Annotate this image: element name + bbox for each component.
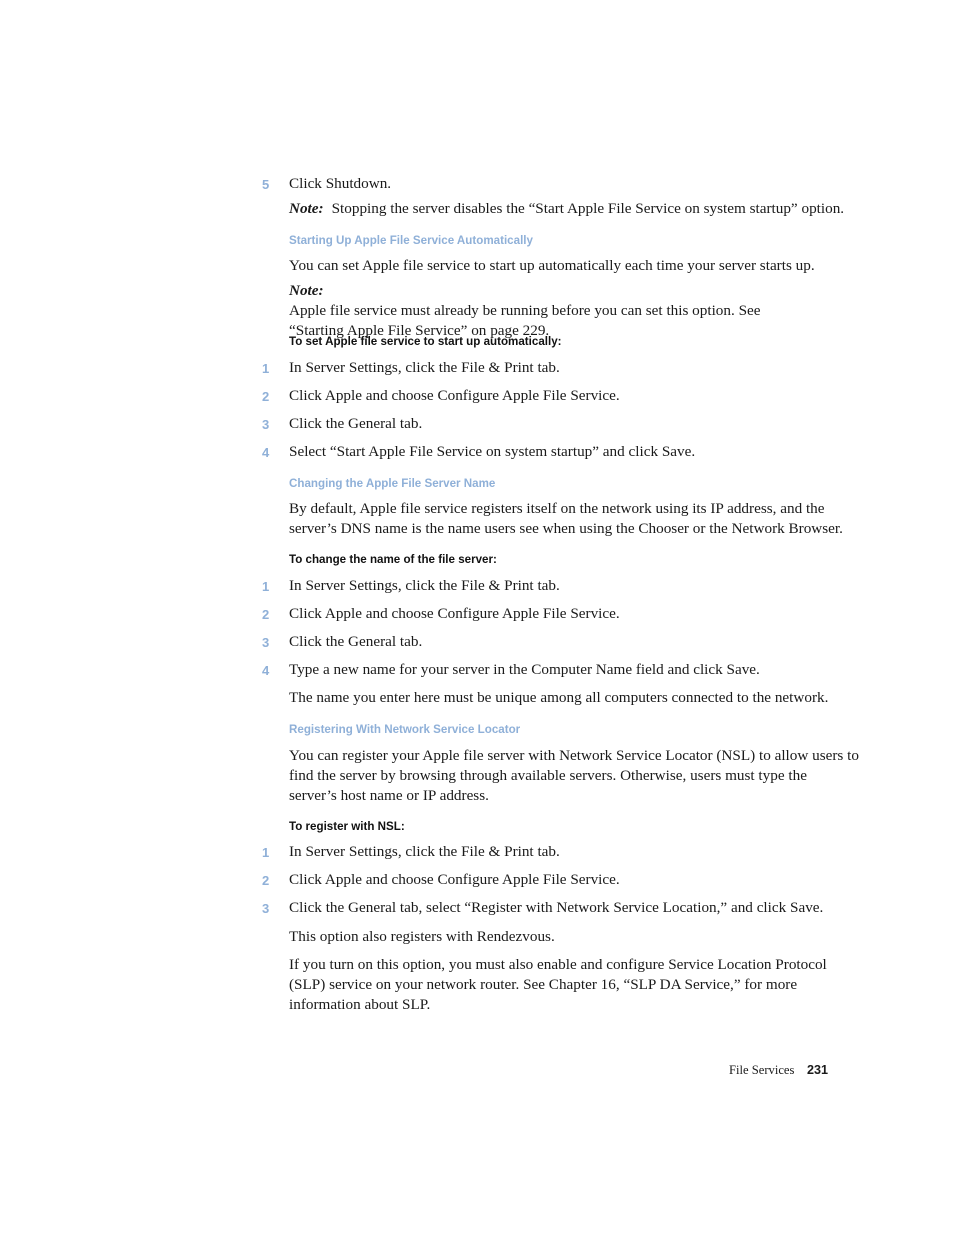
paragraph-line: information about SLP.: [289, 996, 431, 1013]
step-text: Click Apple and choose Configure Apple File Service.: [289, 605, 620, 622]
step-text: Click Shutdown.: [289, 175, 392, 192]
step-text: Click Apple and choose Configure Apple File Service.: [289, 871, 620, 888]
paragraph: This option also registers with Rendezvous.: [289, 928, 555, 945]
step-number: 2: [262, 389, 270, 404]
note-text: Apple file service must already be running before you can set this option. See: [289, 302, 761, 319]
step-number: 1: [262, 845, 270, 860]
step-number: 5: [262, 177, 270, 192]
step-text: In Server Settings, click the File & Print tab.: [289, 843, 560, 860]
step-number: 3: [262, 635, 270, 650]
step-text: Click the General tab.: [289, 415, 423, 432]
step-number: 1: [262, 579, 270, 594]
paragraph-line: You can register your Apple file server with Network Service Locator (NSL) to allow users to: [289, 747, 859, 764]
paragraph-line: If you turn on this option, you must also enable and configure Service Location Protocol: [289, 956, 827, 973]
section-heading: Starting Up Apple File Service Automatically: [289, 234, 533, 247]
step-number: 4: [262, 445, 270, 460]
step-number: 4: [262, 663, 270, 678]
step-number: 1: [262, 361, 270, 376]
paragraph-line: server’s host name or IP address.: [289, 787, 489, 804]
note-label: Note:: [289, 282, 324, 299]
step-text: Type a new name for your server in the Computer Name field and click Save.: [289, 661, 760, 678]
paragraph: [289, 746, 859, 806]
step-number: 3: [262, 901, 270, 916]
procedure-heading: To set Apple file service to start up automatically:: [289, 335, 562, 348]
step-text: Click the General tab, select “Register with Network Service Location,” and click Save.: [289, 899, 824, 916]
paragraph: [289, 955, 829, 1015]
section-heading: Registering With Network Service Locator: [289, 723, 521, 736]
paragraph-line: (SLP) service on your network router. See Chapter 16, “SLP DA Service,” for more: [289, 976, 798, 993]
paragraph: You can set Apple file service to start up automatically each time your server starts up.: [289, 257, 815, 274]
footer-section-title: File Services: [729, 1063, 795, 1077]
paragraph-line: By default, Apple file service registers itself on the network using its IP address, and the: [289, 500, 825, 517]
note: [289, 199, 844, 219]
step-text: Select “Start Apple File Service on system startup” and click Save.: [289, 443, 696, 460]
procedure-heading: To register with NSL:: [289, 820, 405, 833]
step-text: In Server Settings, click the File & Print tab.: [289, 577, 560, 594]
paragraph-line: find the server by browsing through available servers. Otherwise, users must type the: [289, 767, 807, 784]
step-text: Click the General tab.: [289, 633, 423, 650]
step-text: In Server Settings, click the File & Print tab.: [289, 359, 560, 376]
step-number: 2: [262, 607, 270, 622]
page-number: 231: [807, 1063, 829, 1077]
step-number: 3: [262, 417, 270, 432]
paragraph-line: server’s DNS name is the name users see when using the Chooser or the Network Browser.: [289, 520, 843, 537]
note: [289, 281, 829, 341]
paragraph: [289, 499, 843, 539]
note-label: Note:: [289, 200, 324, 217]
section-heading: Changing the Apple File Server Name: [289, 477, 496, 490]
note-text: Stopping the server disables the “Start Apple File Service on system startup” option.: [331, 200, 845, 217]
paragraph: The name you enter here must be unique among all computers connected to the network.: [289, 689, 829, 706]
step-text: Click Apple and choose Configure Apple File Service.: [289, 387, 620, 404]
procedure-heading: To change the name of the file server:: [289, 553, 497, 566]
note-text: “Starting Apple File Service” on page 229.: [289, 322, 550, 339]
step-number: 2: [262, 873, 270, 888]
